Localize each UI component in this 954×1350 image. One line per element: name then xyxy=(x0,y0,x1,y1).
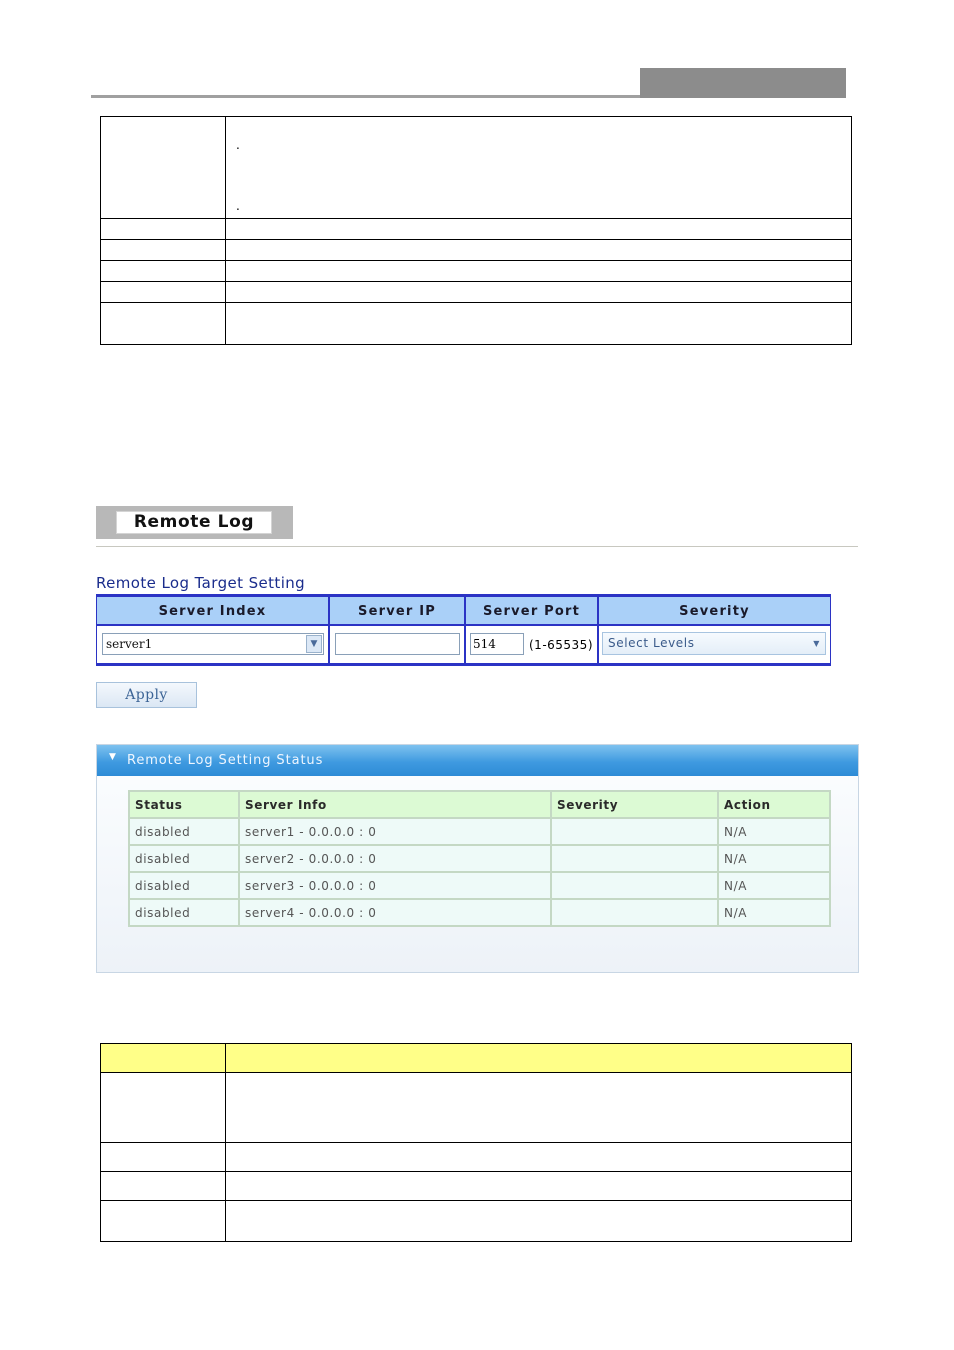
server-info-cell: server4 - 0.0.0.0 : 0 xyxy=(239,899,551,926)
column-divider xyxy=(464,597,466,663)
parameter-cell xyxy=(101,1201,226,1242)
column-header-server-ip: Server IP xyxy=(358,604,436,619)
column-header-action: Action xyxy=(718,791,830,818)
description-table-bottom xyxy=(100,1043,852,1242)
server-info-cell: server3 - 0.0.0.0 : 0 xyxy=(239,872,551,899)
column-header-severity: Severity xyxy=(679,604,750,619)
status-panel-header[interactable] xyxy=(97,745,858,776)
column-header-severity: Severity xyxy=(551,791,718,818)
chevron-down-icon[interactable]: ▼ xyxy=(813,639,820,648)
description-cell xyxy=(226,261,852,282)
description-cell xyxy=(226,1073,852,1143)
severity-cell xyxy=(551,872,718,899)
server-info-cell: server2 - 0.0.0.0 : 0 xyxy=(239,845,551,872)
header-rule xyxy=(91,95,640,98)
chevron-down-icon[interactable]: ▼ xyxy=(306,635,322,653)
column-header-server-port: Server Port xyxy=(482,604,581,619)
server-index-select[interactable] xyxy=(102,633,324,655)
status-cell: disabled xyxy=(129,872,239,899)
server-ip-input[interactable] xyxy=(335,633,460,655)
title-divider xyxy=(96,546,858,547)
description-cell xyxy=(226,1172,852,1201)
description-cell xyxy=(226,219,852,240)
description-cell xyxy=(226,117,852,219)
column-divider xyxy=(328,597,330,663)
column-header-server-index: Server Index xyxy=(158,604,267,619)
status-panel xyxy=(96,744,859,973)
header-cell xyxy=(226,1044,852,1073)
header-cell xyxy=(101,1044,226,1073)
action-cell: N/A xyxy=(718,899,830,926)
parameter-table-top xyxy=(100,116,852,345)
server-port-input[interactable]: 514 xyxy=(470,633,524,655)
severity-cell xyxy=(551,899,718,926)
status-cell: disabled xyxy=(129,818,239,845)
status-cell: disabled xyxy=(129,899,239,926)
bullet-mark: . xyxy=(236,199,240,213)
description-cell xyxy=(226,303,852,345)
target-setting-heading: Remote Log Target Setting xyxy=(96,574,306,592)
triangle-down-icon[interactable]: ▼ xyxy=(109,752,116,762)
severity-cell xyxy=(551,845,718,872)
column-header-status: Status xyxy=(129,791,239,818)
parameter-cell xyxy=(101,117,226,219)
table-row xyxy=(129,845,830,872)
server-port-range-hint: (1-65535) xyxy=(529,638,594,652)
status-table xyxy=(128,790,831,927)
page-title-tab xyxy=(96,506,293,539)
severity-placeholder: Select Levels xyxy=(608,636,695,650)
target-setting-table xyxy=(96,594,831,666)
description-cell xyxy=(226,1201,852,1242)
apply-button[interactable]: Apply xyxy=(96,682,197,708)
parameter-cell xyxy=(101,282,226,303)
action-cell: N/A xyxy=(718,818,830,845)
action-cell: N/A xyxy=(718,872,830,899)
description-cell xyxy=(226,282,852,303)
parameter-cell xyxy=(101,1073,226,1143)
table-row xyxy=(129,818,830,845)
table-row xyxy=(129,872,830,899)
column-divider xyxy=(597,597,599,663)
severity-multiselect[interactable] xyxy=(602,632,826,655)
status-table-header-row xyxy=(129,791,830,818)
bullet-mark: . xyxy=(236,138,240,152)
table-row xyxy=(129,899,830,926)
server-index-value: server1 xyxy=(106,637,153,651)
action-cell: N/A xyxy=(718,845,830,872)
severity-cell xyxy=(551,818,718,845)
column-header-server-info: Server Info xyxy=(239,791,551,818)
status-cell: disabled xyxy=(129,845,239,872)
parameter-cell xyxy=(101,303,226,345)
parameter-cell xyxy=(101,240,226,261)
description-cell xyxy=(226,1143,852,1172)
server-info-cell: server1 - 0.0.0.0 : 0 xyxy=(239,818,551,845)
page-title: Remote Log xyxy=(116,511,272,534)
parameter-cell xyxy=(101,219,226,240)
parameter-cell xyxy=(101,261,226,282)
parameter-cell xyxy=(101,1172,226,1201)
header-tab xyxy=(640,68,846,98)
parameter-cell xyxy=(101,1143,226,1172)
description-cell xyxy=(226,240,852,261)
status-panel-title: Remote Log Setting Status xyxy=(127,753,324,768)
